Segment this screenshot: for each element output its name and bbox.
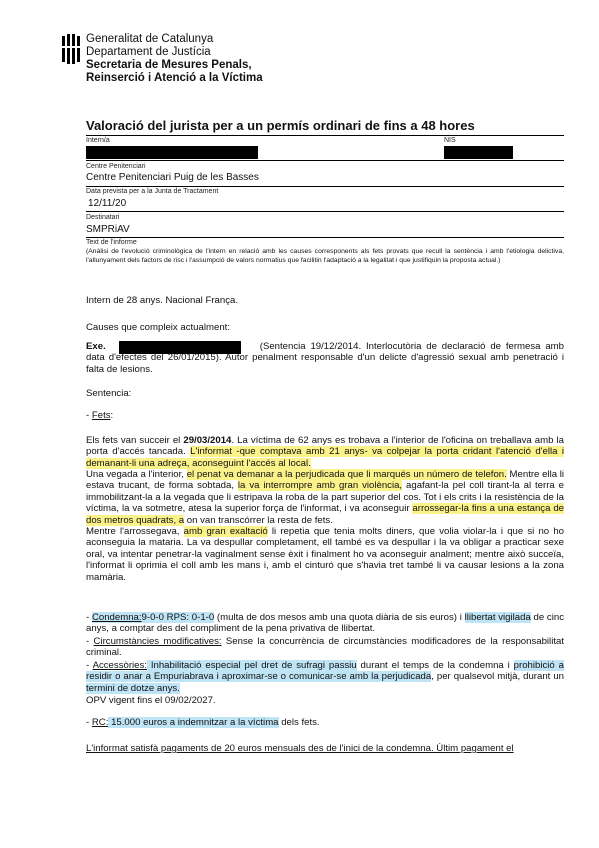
text-note: (Anàlisi de l'evolució criminològica de l'intern en relació amb les causes corresponents als fets provats que recull la sentència i amb l'etiologia delictiva, l'allunyament dels factors de risc i l'assumpció de valors normatius que facilitin l'adaptació a la legalitat i que justifiquin la proposta actual.) — [86, 248, 564, 264]
dest-value: SMPRiAV — [86, 224, 130, 235]
condemna-label: Condemna: — [91, 612, 142, 623]
nis-label: NIS — [444, 137, 456, 144]
condemna-paragraph: - Condemna:9-0-0 RPS: 0-1-0 (multa de dos mesos amb una quota diària de sis euros) i llibertat vigilada de cinc anys, a comptar des del compliment de la pena privativa de llibertat. — [86, 612, 564, 635]
rule-5 — [86, 237, 564, 238]
dest-label: Destinatari — [86, 214, 120, 221]
sentencia-heading: Sentencia: — [86, 388, 132, 399]
condemna-text-2: de cinc anys, a comptar des del compliment de la pena privativa de llibertat. — [86, 612, 564, 635]
fets-b-text-4: on van transcórrer la resta de fets. — [184, 514, 333, 526]
intern-label: Intern/a — [86, 137, 110, 144]
rc-text: dels fets. — [278, 717, 320, 728]
date-value: 12/11/20 — [88, 198, 127, 209]
fets-heading: - Fets: — [86, 410, 114, 421]
fets-paragraph-c — [86, 526, 564, 583]
rc-amount: 15.000 euros a indemnitzar a la víctima — [108, 717, 279, 728]
fets-paragraph-a — [86, 435, 564, 469]
payments-paragraph — [86, 743, 564, 754]
rule-4 — [86, 211, 564, 212]
date-label: Data prevista per a la Junta de Tractament — [86, 188, 219, 195]
header-line-4: Reinserció i Atenció a la Víctima — [86, 72, 263, 84]
rc-paragraph: - RC: 15.000 euros a indemnitzar a la víctima dels fets. — [86, 717, 320, 728]
accessories-inhabilitacio: Inhabilitació especial pel dret de sufragi passiu — [146, 660, 357, 671]
rule-2 — [86, 160, 564, 161]
fets-b-text-2: Mentre ella li estava trucant, de forma sobtada, — [86, 469, 565, 492]
fets-a-highlight: L'informat -que comptava amb 21 anys- va colpejar la porta cridant l'atenció d'ella i demanant-li una adreça, aconseguint l'accés al local. — [86, 446, 564, 469]
fets-label: Fets — [91, 410, 111, 421]
exe-text: (Sentencia 19/12/2014. Interlocutòria de declaració de fermesa amb data d'efectes del 26/01/2015). Autor penalment responsable d'un delicte d'agressió sexual amb penetració i falta de lesions. — [86, 341, 564, 375]
accessories-paragraph: - Accessòries: Inhabilitació especial pel dret de sufragi passiu durant el temps de la condemna i prohibició a residir o anar a Empuriabrava i aproximar-se o comunicar-se amb la perjudicada, per qualsevol mitjà, durant un termini de dotze anys. — [86, 660, 564, 694]
form-title: Valoració del jurista per a un permís ordinari de fins a 48 hores — [86, 118, 475, 133]
fets-a-text-1: Els fets van succeir el — [86, 435, 184, 446]
accessories-text-1: durant el temps de la condemna i — [356, 660, 514, 671]
fets-b-highlight-2: la va interrompre amb gran violència, — [237, 480, 403, 492]
rc-label: RC: — [91, 717, 109, 728]
opv-line: OPV vigent fins el 09/02/2027. — [86, 695, 216, 706]
rule-3 — [86, 186, 564, 187]
condemna-value: : 0-1-0 — [186, 612, 215, 623]
accessories-termini: termini de dotze anys. — [86, 682, 180, 694]
fets-c-highlight: amb gran exaltació — [183, 526, 268, 537]
fets-b-text-3: agafant-la pel coll tirant-la al terra e immobilitzant-la a la vegada que li estripava la roba de la part superior del cos. Tot i els crits i la resistència de la víctima, la va sotmetre, atesa la superior força de l'informat, i va aconseguir — [86, 480, 564, 515]
causes-heading: Causes que compleix actualment: — [86, 322, 230, 333]
fets-c-text-1: Mentre l'arrossegava, — [86, 526, 184, 537]
fets-a-text-2: . La víctima de 62 anys es trobava a l'interior de l'oficina on treballava amb la porta d'accés tancada. — [86, 435, 564, 458]
accessories-text-2: , per qualsevol mitjà, durant un — [431, 671, 564, 683]
exe-paragraph — [86, 341, 564, 375]
text-label: Text de l'informe — [86, 239, 137, 246]
fets-b-highlight-3: arrossegar-la fins a una estança de dos metros quadrats, a — [86, 503, 564, 526]
intern-description: Intern de 28 anys. Nacional França. — [86, 295, 238, 306]
title-rule — [86, 135, 564, 136]
header-line-1: Generalitat de Catalunya — [86, 33, 214, 45]
accessories-label: Accessòries: — [92, 660, 147, 671]
condemna-llibertat: llibertat vigilada — [464, 612, 531, 623]
condemna-text-1: (multa de dos mesos amb una quota diària de sis euros) i — [214, 612, 465, 623]
centre-label: Centre Penitenciari — [86, 163, 146, 170]
institution-header — [86, 33, 263, 85]
fets-b-highlight-1: el penat va demanar a la perjudicada que li marqués un número de telefon. — [186, 469, 507, 480]
fets-b-text-1: Una vegada a l'interior, — [86, 469, 187, 480]
fets-a-date: 29/03/2014 — [183, 435, 232, 446]
centre-value: Centre Penitenciari Puig de les Basses — [86, 172, 259, 183]
fets-c-text-2: li repetia que tenia molts diners, que volia violar-la i que si no ho aconseguia la mataria. La va despullar completament, ell també es va despullar i la va obligar a practicar sexe oral, va intentar penetrar-la vaginalment sense èxit i finalment ho va aconseguir analment; mentre això succeïa, l'informat li oprimia el coll amb les mans i, amb el cinturó que s'havia tret també li va causar lesions a la zona mamària. — [86, 526, 564, 583]
header-line-2: Departament de Justícia — [86, 46, 211, 58]
fets-paragraph-b — [86, 469, 564, 526]
intern-redaction — [86, 146, 258, 159]
condemna-rps: 9-0-0 RPS — [141, 612, 187, 623]
generalitat-logo-icon — [62, 34, 80, 64]
circumstancies-text: Sense la concurrència de circumstàncies modificadores de la responsabilitat criminal. — [86, 636, 564, 659]
accessories-prohibicio: prohibició a residir o anar a Empuriabrava i aproximar-se o comunicar-se amb la perjudicada — [86, 660, 564, 683]
header-line-3: Secretaria de Mesures Penals, — [86, 59, 252, 71]
payments-text: L'informat satisfà pagaments de 20 euros mensuals des de l'inici de la condemna. Últim pagament el — [86, 743, 514, 754]
circumstancies-paragraph: - Circumstàncies modificatives: Sense la concurrència de circumstàncies modificadores de la responsabilitat criminal. — [86, 636, 564, 659]
exe-label: Exe. — [86, 341, 106, 352]
nis-redaction — [444, 146, 513, 159]
circumstancies-label: Circumstàncies modificatives: — [93, 636, 222, 647]
